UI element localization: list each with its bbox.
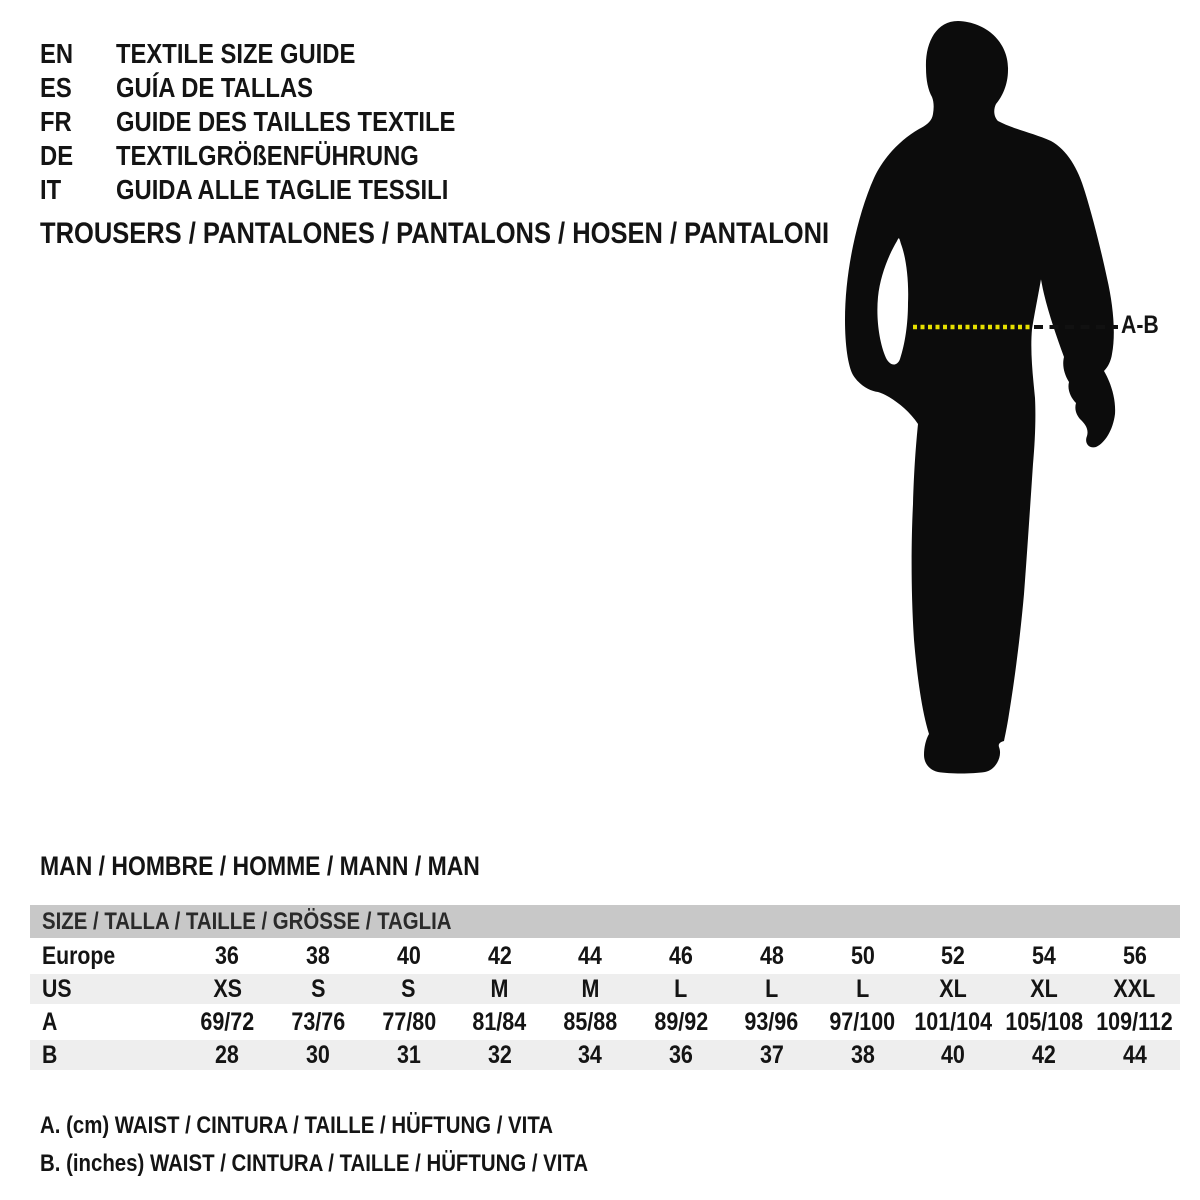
table-cell: [182, 941, 273, 971]
language-code: [40, 71, 116, 105]
language-label: TEXTILE SIZE GUIDE: [116, 38, 356, 69]
cell-value: 38: [850, 1040, 875, 1069]
cell-value: 28: [215, 1040, 240, 1069]
table-cell: [363, 941, 454, 971]
cell-value: 73/76: [291, 1007, 345, 1036]
table-cell: [545, 1007, 636, 1037]
table-cell: [545, 1040, 636, 1070]
table-cell: [908, 941, 999, 971]
table-cell: [363, 1040, 454, 1070]
table-cell: [999, 1040, 1090, 1070]
cell-value: 77/80: [381, 1007, 436, 1036]
table-cell: [636, 974, 727, 1004]
language-row: [40, 139, 515, 173]
cell-value: 42: [1031, 1040, 1056, 1069]
cell-value: 34: [578, 1040, 603, 1069]
product-category-text: TROUSERS / PANTALONES / PANTALONS / HOSEN / PANTALONI: [40, 217, 830, 250]
language-list: [40, 37, 515, 207]
table-cell: [1089, 1007, 1180, 1037]
size-table-header-text: SIZE / TALLA / TAILLE / GRÖSSE / TAGLIA: [42, 907, 452, 935]
row-label: [30, 941, 182, 971]
cell-value: 44: [1122, 1040, 1147, 1069]
language-code: [40, 105, 116, 139]
cell-value: 50: [850, 941, 875, 970]
cell-value: 40: [941, 1040, 966, 1069]
cell-value: 85/88: [563, 1007, 618, 1036]
table-cell: [363, 974, 454, 1004]
language-code: [40, 139, 116, 173]
row-label: [30, 1007, 182, 1037]
language-code-text: IT: [40, 174, 62, 205]
table-cell: [726, 1040, 817, 1070]
cell-value: 97/100: [829, 1007, 896, 1036]
table-cell: [1089, 941, 1180, 971]
table-cell: [1089, 974, 1180, 1004]
cell-value: 36: [669, 1040, 693, 1069]
row-label: [30, 974, 182, 1004]
language-code-text: FR: [40, 106, 72, 137]
size-table-header: [30, 905, 1180, 938]
footnote-a-cm: [40, 1112, 644, 1140]
cell-value: L: [674, 974, 688, 1003]
cell-value: M: [490, 974, 509, 1003]
footnote-b-text: B. (inches) WAIST / CINTURA / TAILLE / HÜFTUNG / VITA: [40, 1150, 589, 1177]
language-code-text: ES: [40, 72, 72, 103]
language-row: [40, 173, 515, 207]
cell-value: 101/104: [914, 1007, 993, 1036]
row-label-text: B: [42, 1040, 58, 1069]
size-table: [30, 905, 1180, 1070]
cell-value: 46: [669, 941, 693, 970]
man-silhouette-figure: [820, 0, 1200, 800]
cell-value: S: [401, 974, 416, 1003]
cell-value: 109/112: [1096, 1007, 1173, 1036]
cell-value: XS: [213, 974, 242, 1003]
language-code: [40, 37, 116, 71]
language-row: [40, 37, 515, 71]
language-label: GUÍA DE TALLAS: [116, 72, 314, 103]
table-cell: [182, 1040, 273, 1070]
table-cell: [817, 941, 908, 971]
cell-value: 48: [759, 941, 784, 970]
table-cell: [726, 1007, 817, 1037]
table-cell: [1089, 1040, 1180, 1070]
cell-value: 31: [396, 1040, 421, 1069]
cell-value: 38: [306, 941, 331, 970]
table-cell: [908, 1007, 999, 1037]
row-label-text: A: [42, 1007, 58, 1036]
table-row-b-inches: [30, 1037, 1180, 1070]
cell-value: XL: [1030, 974, 1058, 1003]
table-cell: [454, 1040, 545, 1070]
table-cell: [999, 941, 1090, 971]
table-cell: [908, 974, 999, 1004]
table-row-a-cm: [30, 1004, 1180, 1037]
cell-value: M: [581, 974, 600, 1003]
cell-value: 42: [487, 941, 512, 970]
cell-value: 93/96: [744, 1007, 799, 1036]
table-cell: [726, 974, 817, 1004]
cell-value: XL: [939, 974, 967, 1003]
cell-value: 54: [1031, 941, 1056, 970]
language-label: TEXTILGRÖßENFÜHRUNG: [116, 140, 419, 171]
cell-value: 36: [215, 941, 240, 970]
man-silhouette: [845, 21, 1115, 774]
table-cell: [545, 974, 636, 1004]
footnote-b-inches: [40, 1150, 685, 1178]
row-label-text: Europe: [42, 941, 116, 970]
footnote-a-text: A. (cm) WAIST / CINTURA / TAILLE / HÜFTUNG / VITA: [40, 1112, 554, 1139]
row-label-text: US: [42, 974, 72, 1003]
table-cell: [273, 974, 364, 1004]
cell-value: L: [855, 974, 870, 1003]
table-cell: [817, 974, 908, 1004]
table-cell: [636, 1007, 727, 1037]
table-cell: [817, 1040, 908, 1070]
table-cell: [182, 974, 273, 1004]
table-cell: [454, 1007, 545, 1037]
cell-value: 30: [306, 1040, 331, 1069]
language-label: GUIDA ALLE TAGLIE TESSILI: [116, 174, 449, 205]
language-label: GUIDE DES TAILLES TEXTILE: [116, 106, 456, 137]
table-cell: [726, 941, 817, 971]
row-label: [30, 1040, 182, 1070]
cell-value: 56: [1122, 941, 1147, 970]
cell-value: 32: [487, 1040, 512, 1069]
cell-value: 69/72: [200, 1007, 255, 1036]
table-row-us: [30, 971, 1180, 1004]
cell-value: 89/92: [654, 1007, 708, 1036]
cell-value: 44: [578, 941, 603, 970]
table-cell: [182, 1007, 273, 1037]
table-cell: [817, 1007, 908, 1037]
table-cell: [999, 1007, 1090, 1037]
table-cell: [636, 1040, 727, 1070]
measure-label-text: A-B: [1121, 311, 1159, 339]
cell-value: 105/108: [1005, 1007, 1083, 1036]
cell-value: S: [310, 974, 326, 1003]
language-row: [40, 71, 515, 105]
table-row-europe: [30, 938, 1180, 971]
cell-value: XXL: [1113, 974, 1156, 1003]
table-cell: [636, 941, 727, 971]
measure-label-ab: [1121, 311, 1165, 340]
table-cell: [273, 1040, 364, 1070]
table-cell: [545, 941, 636, 971]
language-code: [40, 173, 116, 207]
language-code-text: EN: [40, 38, 74, 69]
table-cell: [999, 974, 1090, 1004]
cell-value: 52: [941, 941, 966, 970]
table-cell: [454, 974, 545, 1004]
table-cell: [363, 1007, 454, 1037]
gender-title-text: MAN / HOMBRE / HOMME / MANN / MAN: [40, 851, 480, 881]
table-cell: [273, 1007, 364, 1037]
gender-title: [40, 851, 557, 882]
cell-value: 40: [396, 941, 421, 970]
language-code-text: DE: [40, 140, 74, 171]
cell-value: L: [765, 974, 779, 1003]
cell-value: 37: [759, 1040, 784, 1069]
table-cell: [273, 941, 364, 971]
language-row: [40, 105, 515, 139]
cell-value: 81/84: [472, 1007, 527, 1036]
table-cell: [454, 941, 545, 971]
table-cell: [908, 1040, 999, 1070]
